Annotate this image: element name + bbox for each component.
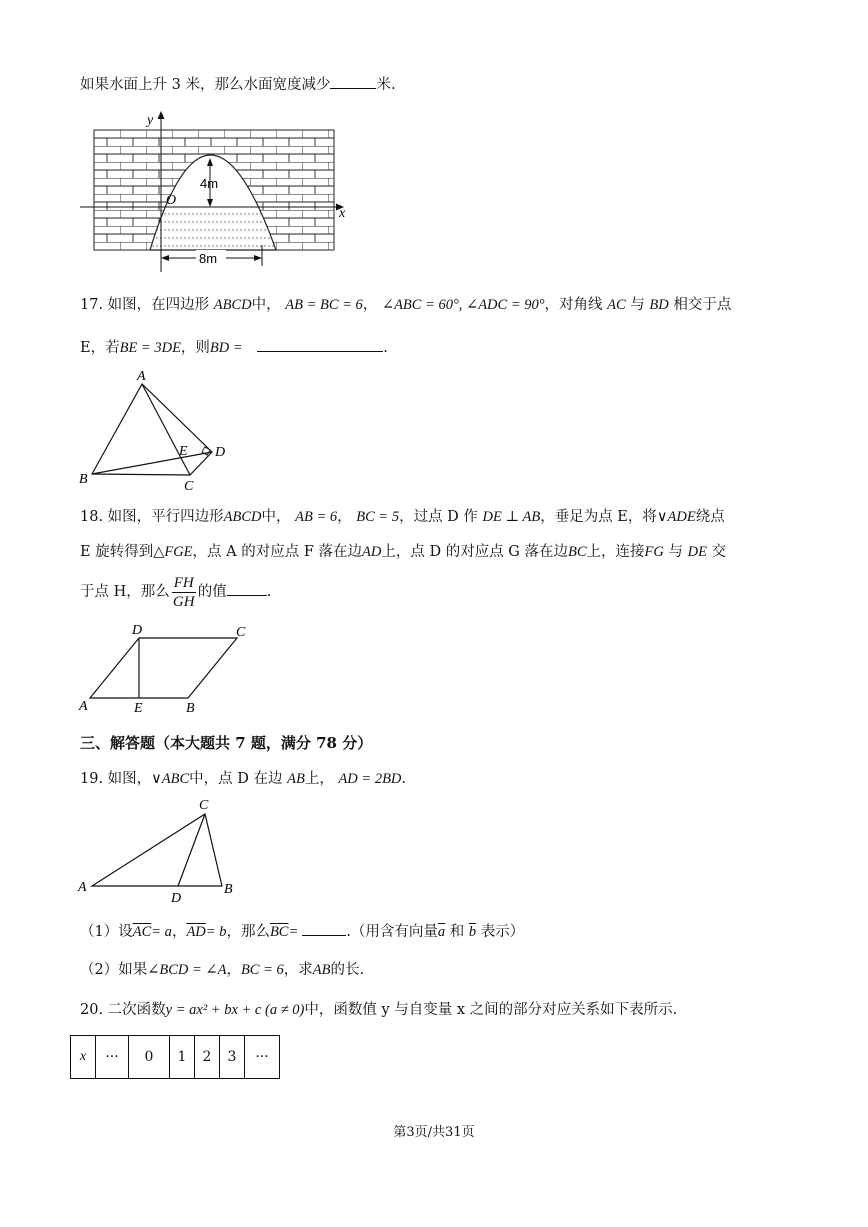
label-E: E — [134, 701, 143, 716]
q18-line2: E 旋转得到△FGE，点 A 的对应点 F 落在边AD上，点 D 的对应点 G 落在边BC上，连接FG 与 DE 交 — [80, 544, 727, 560]
label-D: D — [171, 891, 182, 906]
q17-line2: E，若BE = 3DE，则BD = . — [80, 337, 388, 358]
q19-part1: （1）设$\overline{AC}= a$，$\overline{AD}= b$，那么$\overline{BC}=$ .（用含有向量$\overline{a}$ 和 $\overline{b}$ 表示） — [80, 921, 524, 942]
q18-line1: 18. 如图，平行四边形ABCD中， AB = 6， BC = 5，过点 D 作 DE ⊥ AB，垂足为点 E，将∨ADE绕点 — [80, 509, 725, 525]
q20-line1: 20. 二次函数y = ax² + bx + c (a ≠ 0)中，函数值 y 与自变量 x 之间的部分对应关系如下表所示. — [80, 1002, 678, 1018]
value-table — [70, 1035, 280, 1079]
label-D: D — [215, 445, 226, 460]
table-cell: 1 — [170, 1036, 195, 1079]
table-cell: x — [71, 1036, 96, 1079]
q17-line1: 17. 如图，在四边形 ABCD中， AB = BC = 6， ∠ABC = 60°, ∠ADC = 90°，对角线 AC 与 BD 相交于点 — [80, 297, 732, 313]
table-cell: 2 — [195, 1036, 220, 1079]
label-A: A — [79, 699, 88, 714]
table-cell: ··· — [96, 1036, 129, 1079]
x-axis-label: x — [339, 206, 346, 221]
label-C: C — [236, 625, 246, 640]
q19-line1: 19. 如图，∨ABC中，点 D 在边 AB上， AD = 2BD. — [80, 771, 407, 787]
label-B: B — [79, 472, 88, 487]
page-footer: 第3页/共31页 — [393, 1125, 475, 1140]
label-D: D — [132, 623, 143, 638]
section-heading: 三、解答题（本大题共 7 题，满分 78 分） — [80, 734, 373, 752]
q18-line3: 于点 H，那么 $\frac{FH}{GH}$ 的值 . — [80, 574, 272, 610]
fraction-fh-gh: $\frac{FH}{GH}$ — [172, 574, 195, 610]
q19-part2: （2）如果∠BCD = ∠A，BC = 6，求AB的长. — [80, 962, 365, 978]
label-A: A — [137, 369, 146, 384]
q16-tail-line: 如果水面上升 3 米，那么水面宽度减少 米. — [80, 74, 396, 95]
label-B: B — [224, 882, 233, 897]
width-label: 8m — [199, 251, 218, 266]
y-axis-label: y — [147, 113, 154, 128]
label-A: A — [78, 880, 87, 895]
label-B: B — [186, 701, 195, 716]
table-cell: 0 — [129, 1036, 170, 1079]
table-cell: 3 — [220, 1036, 245, 1079]
label-C: C — [184, 479, 194, 494]
height-label: 4m — [200, 176, 219, 191]
label-C: C — [199, 798, 209, 813]
origin-label: O — [166, 193, 177, 208]
table-cell: ··· — [245, 1036, 280, 1079]
label-E: E — [179, 444, 188, 459]
answer-blank — [302, 921, 346, 936]
